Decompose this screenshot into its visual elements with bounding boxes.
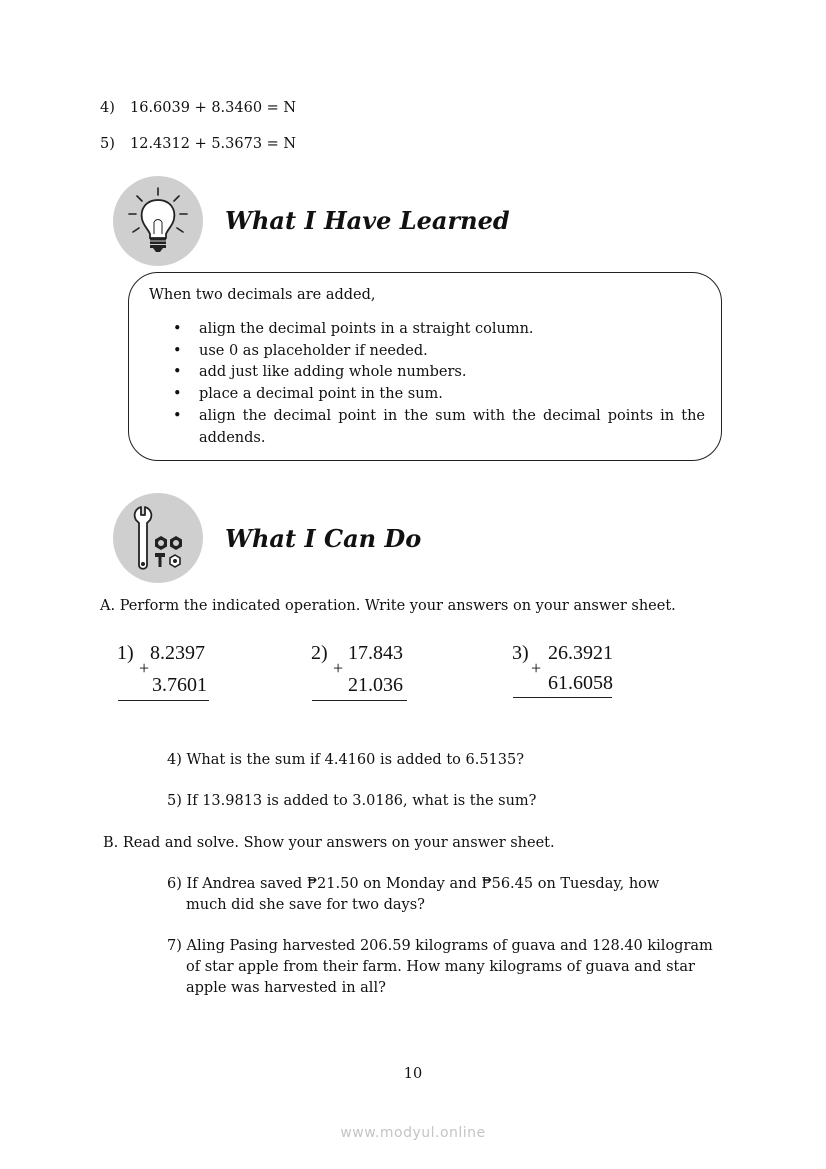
problem-expression: 16.6039 + 8.3460 = N <box>130 100 297 116</box>
question-6-line-1: 6) If Andrea saved ₱21.50 on Monday and ₱56.45 on Tuesday, how <box>167 876 660 892</box>
lightbulb-icon <box>113 176 203 266</box>
column-problem-3 <box>512 642 622 704</box>
page-number: 10 <box>403 1066 423 1082</box>
problem-label: 2) <box>311 642 328 664</box>
learned-title: What I Have Learned <box>225 206 510 235</box>
problem-label: 1) <box>117 642 134 664</box>
question-7-line-3: apple was harvested in all? <box>186 980 386 996</box>
column-problem-1 <box>117 642 217 704</box>
sum-line <box>513 697 612 698</box>
bottom-addend: 21.036 <box>348 674 403 696</box>
question-6-line-2: much did she save for two days? <box>186 897 425 913</box>
wrench-tools-icon <box>113 493 203 583</box>
sum-line <box>118 700 209 701</box>
list-item: • place a decimal point in the sum. <box>173 386 443 403</box>
part-b-instruction: B. Read and solve. Show your answers on your answer sheet. <box>103 835 555 851</box>
learned-list <box>149 319 705 449</box>
plus-sign: + <box>531 658 542 678</box>
learned-summary-box <box>128 272 722 461</box>
list-item: • align the decimal point in the sum with the decimal points in the addends. <box>173 407 705 446</box>
list-item: • use 0 as placeholder if needed. <box>173 342 428 359</box>
problem-4 <box>100 98 296 119</box>
top-addend: 8.2397 <box>150 642 205 664</box>
problem-expression: 12.4312 + 5.3673 = N <box>130 136 297 152</box>
question-5: 5) If 13.9813 is added to 3.0186, what is the sum? <box>167 793 537 809</box>
question-7-line-1: 7) Aling Pasing harvested 206.59 kilograms of guava and 128.40 kilogram <box>167 938 713 954</box>
problem-label: 3) <box>512 642 529 664</box>
problem-number: 4) <box>100 100 115 116</box>
can-do-title: What I Can Do <box>225 524 422 553</box>
column-problem-2 <box>311 642 411 704</box>
sum-line <box>312 700 407 701</box>
list-item: • add just like adding whole numbers. <box>173 364 467 381</box>
problem-number: 5) <box>100 136 115 152</box>
question-4: 4) What is the sum if 4.4160 is added to 6.5135? <box>167 752 524 768</box>
learned-intro: When two decimals are added, <box>149 287 376 303</box>
bottom-addend: 61.6058 <box>548 672 613 694</box>
watermark: www.modyul.online <box>340 1125 486 1141</box>
part-a-instruction: A. Perform the indicated operation. Write your answers on your answer sheet. <box>100 598 676 614</box>
bottom-addend: 3.7601 <box>152 674 207 696</box>
question-7-line-2: of star apple from their farm. How many kilograms of guava and star <box>186 959 695 975</box>
top-addend: 17.843 <box>348 642 403 664</box>
plus-sign: + <box>139 658 150 678</box>
question-6 <box>167 874 659 916</box>
problem-5 <box>100 134 296 155</box>
question-7 <box>167 936 713 999</box>
list-item: • align the decimal points in a straight column. <box>173 321 534 337</box>
plus-sign: + <box>333 658 344 678</box>
top-addend: 26.3921 <box>548 642 613 664</box>
